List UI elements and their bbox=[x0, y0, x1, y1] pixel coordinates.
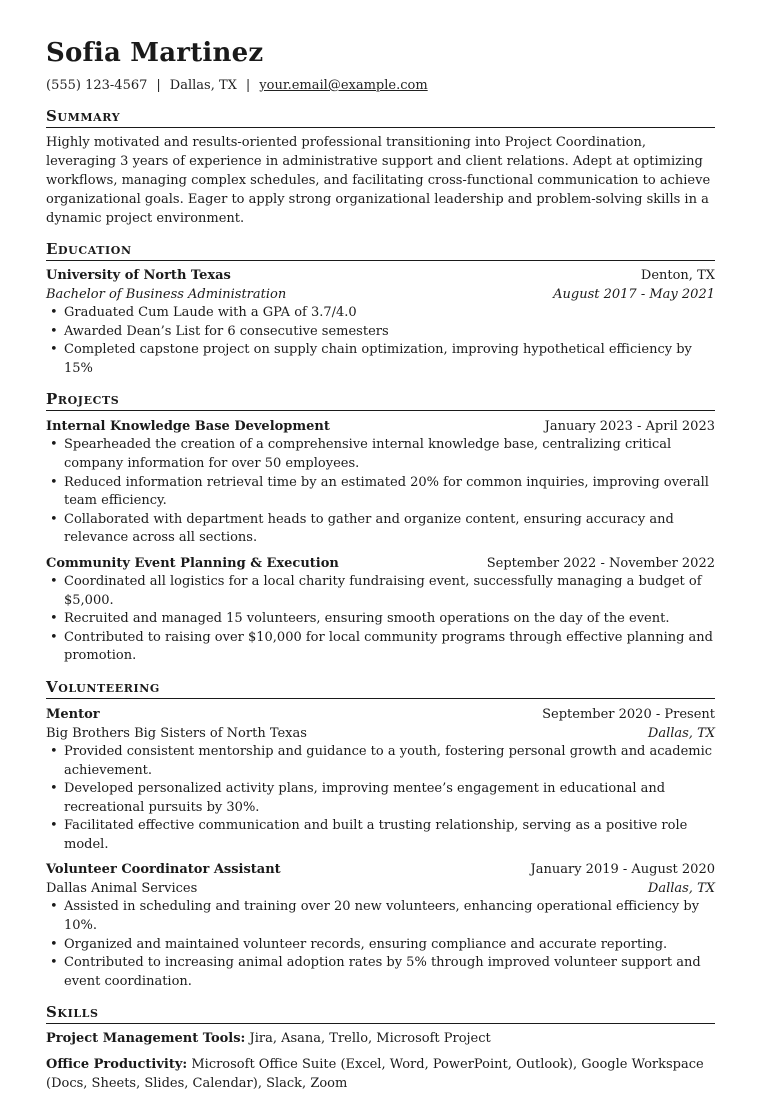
project-bullets bbox=[46, 573, 715, 666]
skill-line bbox=[46, 1055, 715, 1093]
contact-separator: | bbox=[245, 78, 251, 93]
list-item: • Provided consistent mentorship and guidance to a youth, fostering personal growth and academic achievement. bbox=[46, 743, 715, 780]
education-dates: August 2017 - May 2021 bbox=[553, 287, 715, 302]
role-title: Volunteer Coordinator Assistant bbox=[46, 862, 281, 878]
volunteer-entry bbox=[46, 860, 715, 991]
list-item: • Awarded Dean’s List for 6 consecutive semesters bbox=[46, 323, 715, 342]
volunteering-section bbox=[46, 677, 715, 992]
list-item: • Collaborated with department heads to gather and organize content, ensuring accuracy and relevance across all sections. bbox=[46, 511, 715, 548]
section-heading-summary: Summary bbox=[46, 106, 715, 128]
list-item: • Contributed to increasing animal adoption rates by 5% through improved volunteer support and event coordination. bbox=[46, 954, 715, 991]
volunteer-bullets bbox=[46, 743, 715, 855]
skill-values: Jira, Asana, Trello, Microsoft Project bbox=[249, 1031, 491, 1047]
list-item: • Organized and maintained volunteer records, ensuring compliance and accurate reporting. bbox=[46, 936, 715, 955]
resume-page bbox=[46, 36, 715, 1100]
organization-name: Dallas Animal Services bbox=[46, 881, 198, 897]
list-item: • Recruited and managed 15 volunteers, ensuring smooth operations on the day of the event. bbox=[46, 610, 715, 629]
project-entry bbox=[46, 554, 715, 666]
list-item: • Spearheaded the creation of a comprehensive internal knowledge base, centralizing critical company information for over 50 employees. bbox=[46, 436, 715, 473]
list-item: • Graduated Cum Laude with a GPA of 3.7/4.0 bbox=[46, 304, 715, 323]
contact-line bbox=[46, 77, 715, 95]
list-item: • Developed personalized activity plans, improving mentee’s engagement in educational and recreational pursuits by 30%. bbox=[46, 780, 715, 817]
skills-section bbox=[46, 1002, 715, 1093]
skill-category: Office Productivity: bbox=[46, 1057, 188, 1073]
project-bullets bbox=[46, 436, 715, 548]
education-bullets bbox=[46, 304, 715, 378]
list-item: • Assisted in scheduling and training over 20 new volunteers, enhancing operational efficiency by 10%. bbox=[46, 898, 715, 935]
list-item: • Coordinated all logistics for a local charity fundraising event, successfully managing a budget of $5,000. bbox=[46, 573, 715, 610]
project-dates: September 2022 - November 2022 bbox=[486, 555, 715, 571]
summary-text: Highly motivated and results-oriented professional transitioning into Project Coordination, leveraging 3 years of experience in administrative support and client relations. Adept at optimizing workflows, managing complex schedules, and facilitating cross-functional communication to achieve organizational goals. Eager to apply strong organizational leadership and problem-solving skills in a dynamic project environment. bbox=[46, 135, 711, 226]
organization-name: Big Brothers Big Sisters of North Texas bbox=[46, 725, 307, 741]
section-heading-education: Education bbox=[46, 239, 715, 261]
list-item: • Contributed to raising over $10,000 for local community programs through effective planning and promotion. bbox=[46, 629, 715, 666]
skill-category: Project Management Tools: bbox=[46, 1031, 246, 1047]
role-dates: September 2020 - Present bbox=[542, 706, 715, 722]
summary-section bbox=[46, 106, 715, 228]
list-item: • Reduced information retrieval time by an estimated 20% for common inquiries, improving overall team efficiency. bbox=[46, 474, 715, 511]
section-heading-volunteering: Volunteering bbox=[46, 677, 715, 699]
email-link[interactable]: your.email@example.com bbox=[259, 78, 428, 93]
project-title: Internal Knowledge Base Development bbox=[46, 419, 330, 435]
location-text: Dallas, TX bbox=[169, 78, 237, 93]
project-dates: January 2023 - April 2023 bbox=[544, 419, 715, 435]
section-heading-skills: Skills bbox=[46, 1002, 715, 1024]
school-name: University of North Texas bbox=[46, 268, 231, 283]
organization-location: Dallas, TX bbox=[647, 725, 715, 741]
project-title: Community Event Planning & Execution bbox=[46, 555, 339, 571]
role-title: Mentor bbox=[46, 706, 100, 722]
contact-separator: | bbox=[156, 78, 161, 93]
section-heading-projects: Projects bbox=[46, 389, 715, 411]
projects-section bbox=[46, 389, 715, 666]
volunteer-bullets bbox=[46, 898, 715, 991]
skill-values: Microsoft Office Suite (Excel, Word, PowerPoint, Outlook), Google Workspace (Docs, Sheets, Slides, Calendar), Slack, Zoom bbox=[46, 1057, 704, 1092]
skill-line bbox=[46, 1029, 715, 1048]
role-dates: January 2019 - August 2020 bbox=[530, 862, 715, 878]
volunteer-entry bbox=[46, 705, 715, 855]
education-section bbox=[46, 239, 715, 378]
degree-name: Bachelor of Business Administration bbox=[46, 287, 287, 302]
list-item: • Completed capstone project on supply chain optimization, improving hypothetical efficiency by 15% bbox=[46, 341, 715, 378]
resume-name: Sofia Martinez bbox=[46, 38, 264, 68]
school-location: Denton, TX bbox=[640, 268, 715, 283]
list-item: • Facilitated effective communication and built a trusting relationship, serving as a positive role model. bbox=[46, 817, 715, 854]
organization-location: Dallas, TX bbox=[647, 881, 715, 897]
phone-number: (555) 123-4567 bbox=[46, 78, 148, 93]
project-entry bbox=[46, 417, 715, 548]
